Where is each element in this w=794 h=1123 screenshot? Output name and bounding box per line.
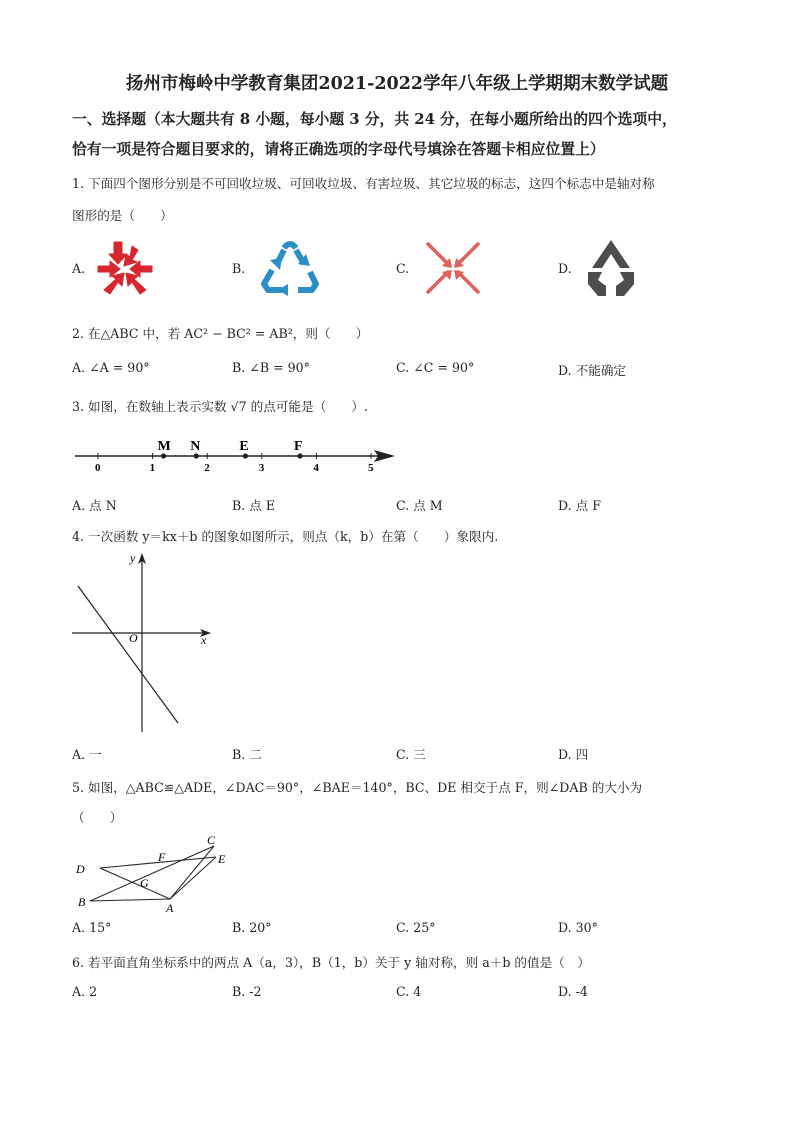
question-1-text-cont: 图形的是（ ） <box>72 208 173 223</box>
option-5c: C. 25° <box>396 920 436 935</box>
label-a: A <box>166 901 174 915</box>
number-line-point <box>161 453 166 458</box>
question-2-text: 2. 在△ABC 中，若 AC² − BC² = AB²，则（ ） <box>72 326 369 341</box>
number-line-point <box>297 453 302 458</box>
y-axis-label: y <box>130 551 136 565</box>
number-line-tick-label: 2 <box>204 462 210 474</box>
linear-function-graph <box>66 550 216 735</box>
number-line-point-label: M <box>157 439 171 454</box>
hazardous-icon <box>424 240 482 296</box>
option-5a: A. 15° <box>72 920 112 935</box>
number-line-tick-label: 4 <box>313 462 319 474</box>
option-1b: B. <box>232 261 246 276</box>
question-6-text: 6. 若平面直角坐标系中的两点 A（a，3），B（1，b）关于 y 轴对称，则 a＋b 的值是（ ） <box>72 955 590 970</box>
function-line <box>78 586 178 723</box>
number-line-point <box>243 453 248 458</box>
label-e: E <box>218 852 226 866</box>
question-5-text-cont: （ ） <box>72 810 123 825</box>
number-line-point-label: N <box>190 439 201 454</box>
option-5d: D. 30° <box>558 920 598 935</box>
option-4a: A. 一 <box>72 747 102 762</box>
number-line-tick-label: 1 <box>149 462 156 474</box>
option-5b: B. 20° <box>232 920 272 935</box>
option-2a: A. ∠A = 90° <box>72 360 150 375</box>
option-4d: D. 四 <box>558 747 589 762</box>
option-3d: D. 点 F <box>558 498 601 513</box>
label-b: B <box>78 895 86 909</box>
option-1c: C. <box>396 261 410 276</box>
label-d: D <box>76 862 85 876</box>
question-5-text: 5. 如图，△ABC≌△ADE，∠DAC＝90°，∠BAE＝140°，BC、DE 相交于点 F，则∠DAB 的大小为 <box>72 780 643 795</box>
question-4-text: 4. 一次函数 y＝kx＋b 的图象如图所示，则点（k，b）在第（ ）象限内. <box>72 529 499 544</box>
option-3a: A. 点 N <box>72 498 117 513</box>
option-6d: D. -4 <box>558 984 588 999</box>
x-axis-label: x <box>201 633 207 647</box>
number-line <box>70 432 400 476</box>
number-line-point <box>194 453 199 458</box>
number-line-tick-label: 0 <box>95 462 101 474</box>
label-c: C <box>207 833 216 847</box>
section-instruction-line1: 一、选择题（本大题共有 8 小题，每小题 3 分，共 24 分，在每小题所给出的四个选项中， <box>72 111 677 128</box>
other-waste-icon <box>584 238 638 298</box>
option-4b: B. 二 <box>232 747 262 762</box>
question-1-text: 1. 下面四个图形分别是不可回收垃圾、可回收垃圾、有害垃圾、其它垃圾的标志，这四个标志中是轴对称 <box>72 176 655 191</box>
recyclable-icon <box>258 240 322 298</box>
option-2b: B. ∠B = 90° <box>232 360 310 375</box>
option-2c: C. ∠C = 90° <box>396 360 475 375</box>
option-2d: D. 不能确定 <box>558 363 627 378</box>
number-line-point-label: E <box>239 439 249 454</box>
number-line-tick-label: 3 <box>258 462 265 474</box>
origin-label: O <box>129 631 138 645</box>
number-line-point-label: F <box>294 439 303 454</box>
option-6b: B. -2 <box>232 984 262 999</box>
option-4c: C. 三 <box>396 747 426 762</box>
number-line-tick-label: 5 <box>368 462 374 474</box>
option-3c: C. 点 M <box>396 498 443 513</box>
option-6a: A. 2 <box>72 984 98 999</box>
page-title: 扬州市梅岭中学教育集团2021-2022学年八年级上学期期末数学试题 <box>125 74 669 94</box>
section-instruction-line2: 恰有一项是符合题目要求的，请将正确选项的字母代号填涂在答题卡相应位置上） <box>72 141 605 158</box>
question-3-text: 3. 如图，在数轴上表示实数 √7 的点可能是（ ）. <box>72 399 368 414</box>
triangle-figure <box>70 830 240 916</box>
option-1d: D. <box>558 261 572 276</box>
label-g: G <box>140 876 149 890</box>
label-f: F <box>158 850 166 864</box>
option-3b: B. 点 E <box>232 498 276 513</box>
non-recyclable-icon <box>94 240 156 298</box>
option-1a: A. <box>72 261 86 276</box>
option-6c: C. 4 <box>396 984 422 999</box>
